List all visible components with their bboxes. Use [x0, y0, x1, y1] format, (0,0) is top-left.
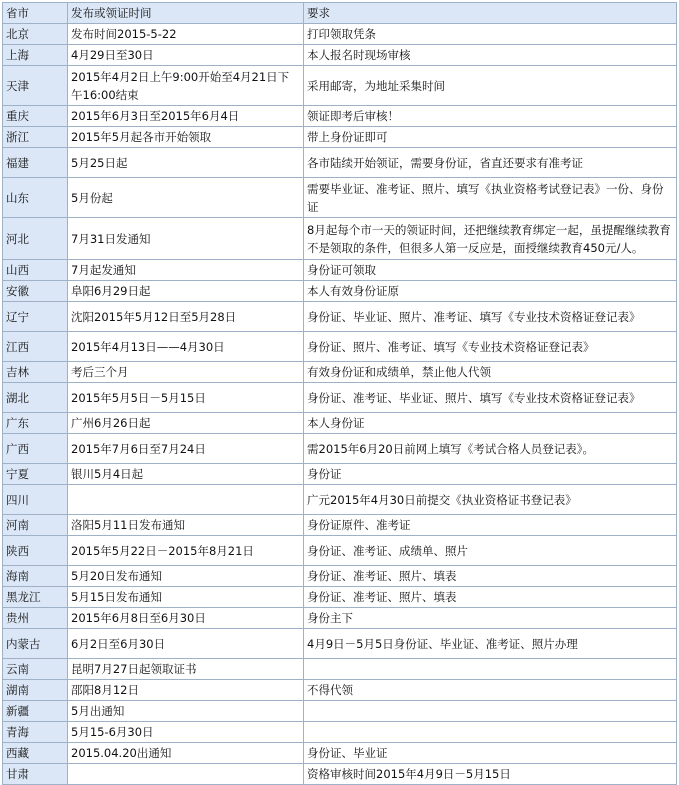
province-cell: 安徽 [3, 281, 68, 302]
requirement-cell: 身份证、照片、准考证、填写《专业技术资格证登记表》 [304, 332, 677, 362]
requirement-cell: 各市陆续开始领证，需要身份证，省直还要求有准考证 [304, 148, 677, 178]
province-cell: 西藏 [3, 743, 68, 764]
time-cell: 2015年4月13日——4月30日 [68, 332, 304, 362]
table-row [3, 536, 677, 566]
table-row [3, 362, 677, 383]
time-cell: 洛阳5月11日发布通知 [68, 515, 304, 536]
requirement-cell: 本人有效身份证原 [304, 281, 677, 302]
province-cell: 湖南 [3, 680, 68, 701]
time-cell: 广州6月26日起 [68, 413, 304, 434]
time-cell: 2015年7月6日至7月24日 [68, 434, 304, 464]
table-row [3, 281, 677, 302]
requirement-cell: 身份证、准考证、照片、填表 [304, 566, 677, 587]
time-cell: 6月2日至6月30日 [68, 629, 304, 659]
province-cell: 北京 [3, 24, 68, 45]
time-cell: 4月29日至30日 [68, 45, 304, 66]
header-requirement: 要求 [304, 3, 677, 24]
requirement-cell: 身份证、准考证、照片、填表 [304, 587, 677, 608]
table-row [3, 485, 677, 515]
table-row [3, 302, 677, 332]
requirement-cell: 打印领取凭条 [304, 24, 677, 45]
province-cell: 辽宁 [3, 302, 68, 332]
time-cell: 2015.04.20出通知 [68, 743, 304, 764]
time-cell: 2015年6月3日至2015年6月4日 [68, 106, 304, 127]
time-cell: 邵阳8月12日 [68, 680, 304, 701]
header-time: 发布或领证时间 [68, 3, 304, 24]
time-cell: 7月31日发通知 [68, 218, 304, 260]
requirement-cell: 带上身份证即可 [304, 127, 677, 148]
time-cell: 银川5月4日起 [68, 464, 304, 485]
time-cell: 5月出通知 [68, 701, 304, 722]
requirement-cell: 不得代领 [304, 680, 677, 701]
table-row [3, 566, 677, 587]
table-row [3, 515, 677, 536]
table-row [3, 260, 677, 281]
requirement-cell: 8月起每个市一天的领证时间，还把继续教育绑定一起，虽提醒继续教育不是领取的条件，但很多人第一反应是，面授继续教育450元/人。 [304, 218, 677, 260]
time-cell: 昆明7月27日起领取证书 [68, 659, 304, 680]
requirement-cell: 身份证可领取 [304, 260, 677, 281]
table-row [3, 148, 677, 178]
table-row [3, 24, 677, 45]
table-row [3, 743, 677, 764]
table-body [3, 3, 677, 785]
time-cell: 阜阳6月29日起 [68, 281, 304, 302]
table-row [3, 178, 677, 218]
certificate-collection-table [2, 2, 677, 785]
requirement-cell: 身份证、准考证、成绩单、照片 [304, 536, 677, 566]
time-cell: 5月份起 [68, 178, 304, 218]
time-cell: 5月25日起 [68, 148, 304, 178]
time-cell: 沈阳2015年5月12日至5月28日 [68, 302, 304, 332]
table-row [3, 106, 677, 127]
table-row [3, 659, 677, 680]
table-header-row [3, 3, 677, 24]
table-row [3, 701, 677, 722]
requirement-cell: 身份证、毕业证 [304, 743, 677, 764]
table-row [3, 332, 677, 362]
province-cell: 广东 [3, 413, 68, 434]
table-row [3, 45, 677, 66]
header-province: 省市 [3, 3, 68, 24]
province-cell: 宁夏 [3, 464, 68, 485]
requirement-cell [304, 701, 677, 722]
table-row [3, 218, 677, 260]
province-cell: 浙江 [3, 127, 68, 148]
time-cell: 2015年5月起各市开始领取 [68, 127, 304, 148]
requirement-cell: 身份证、准考证、毕业证、照片、填写《专业技术资格证登记表》 [304, 383, 677, 413]
time-cell: 2015年4月2日上午9:00开始至4月21日下午16:00结束 [68, 66, 304, 106]
province-cell: 青海 [3, 722, 68, 743]
province-cell: 云南 [3, 659, 68, 680]
time-cell: 5月20日发布通知 [68, 566, 304, 587]
table-row [3, 587, 677, 608]
province-cell: 黑龙江 [3, 587, 68, 608]
table-row [3, 434, 677, 464]
province-cell: 内蒙古 [3, 629, 68, 659]
table-row [3, 629, 677, 659]
province-cell: 四川 [3, 485, 68, 515]
requirement-cell: 4月9日－5月5日身份证、毕业证、准考证、照片办理 [304, 629, 677, 659]
requirement-cell: 身份证 [304, 464, 677, 485]
province-cell: 海南 [3, 566, 68, 587]
province-cell: 重庆 [3, 106, 68, 127]
requirement-cell: 需2015年6月20日前网上填写《考试合格人员登记表》。 [304, 434, 677, 464]
requirement-cell: 领证即考后审核！ [304, 106, 677, 127]
requirement-cell [304, 659, 677, 680]
requirement-cell: 有效身份证和成绩单，禁止他人代领 [304, 362, 677, 383]
table-row [3, 680, 677, 701]
province-cell: 河南 [3, 515, 68, 536]
province-cell: 湖北 [3, 383, 68, 413]
province-cell: 河北 [3, 218, 68, 260]
table-row [3, 722, 677, 743]
time-cell: 5月15-6月30日 [68, 722, 304, 743]
table-row [3, 127, 677, 148]
requirement-cell: 采用邮寄，为地址采集时间 [304, 66, 677, 106]
time-cell [68, 764, 304, 785]
table-row [3, 66, 677, 106]
requirement-cell: 资格审核时间2015年4月9日－5月15日 [304, 764, 677, 785]
time-cell: 7月起发通知 [68, 260, 304, 281]
requirement-cell: 身份证原件、准考证 [304, 515, 677, 536]
requirement-cell: 本人报名时现场审核 [304, 45, 677, 66]
province-cell: 甘肃 [3, 764, 68, 785]
province-cell: 广西 [3, 434, 68, 464]
time-cell: 2015年5月5日－5月15日 [68, 383, 304, 413]
requirement-cell: 身份主下 [304, 608, 677, 629]
time-cell: 发布时间2015-5-22 [68, 24, 304, 45]
province-cell: 福建 [3, 148, 68, 178]
province-cell: 山东 [3, 178, 68, 218]
province-cell: 贵州 [3, 608, 68, 629]
time-cell: 2015年6月8日至6月30日 [68, 608, 304, 629]
requirement-cell [304, 722, 677, 743]
time-cell: 2015年5月22日－2015年8月21日 [68, 536, 304, 566]
requirement-cell: 本人身份证 [304, 413, 677, 434]
time-cell [68, 485, 304, 515]
province-cell: 吉林 [3, 362, 68, 383]
province-cell: 天津 [3, 66, 68, 106]
requirement-cell: 广元2015年4月30日前提交《执业资格证书登记表》 [304, 485, 677, 515]
time-cell: 考后三个月 [68, 362, 304, 383]
table-row [3, 608, 677, 629]
time-cell: 5月15日发布通知 [68, 587, 304, 608]
requirement-cell: 身份证、毕业证、照片、准考证、填写《专业技术资格证登记表》 [304, 302, 677, 332]
province-cell: 上海 [3, 45, 68, 66]
province-cell: 陕西 [3, 536, 68, 566]
table-row [3, 413, 677, 434]
province-cell: 新疆 [3, 701, 68, 722]
table-row [3, 464, 677, 485]
requirement-cell: 需要毕业证、准考证、照片、填写《执业资格考试登记表》一份、身份证 [304, 178, 677, 218]
province-cell: 江西 [3, 332, 68, 362]
province-cell: 山西 [3, 260, 68, 281]
table-row [3, 764, 677, 785]
table-row [3, 383, 677, 413]
